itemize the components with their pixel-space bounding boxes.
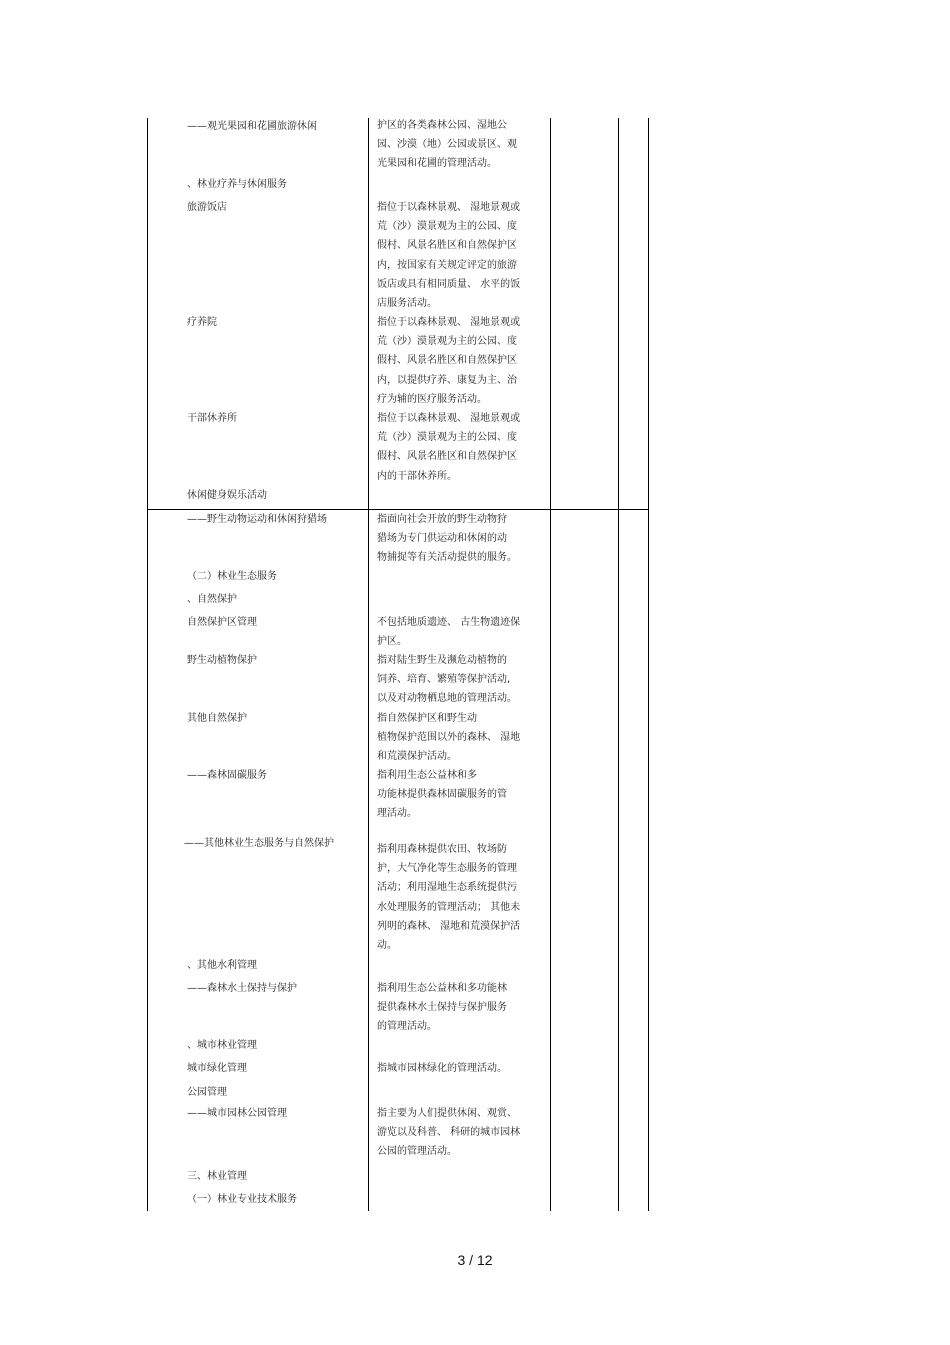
category-description xyxy=(377,979,549,1037)
category-name: 干部休养所 xyxy=(187,413,237,424)
description-line: 指位于以森林景观、 湿地景观或 xyxy=(377,413,521,424)
category-name: 、城市林业管理 xyxy=(187,1040,257,1051)
description-line: 的管理活动。 xyxy=(377,1021,437,1033)
category-name: ——观光果园和花圃旅游休闲 xyxy=(187,121,317,132)
description-line: 内，以提供疗养、康复为主、治 xyxy=(377,374,517,386)
category-description xyxy=(377,510,549,568)
category-description xyxy=(377,1104,549,1162)
description-line: 以及对动物栖息地的管理活动。 xyxy=(377,693,517,705)
description-line: 护区。 xyxy=(377,636,407,648)
category-description xyxy=(377,1059,549,1078)
description-line: 理活动。 xyxy=(377,808,417,820)
category-description xyxy=(377,313,549,409)
description-line: 不包括地质遗迹、 古生物遗迹保 xyxy=(377,617,521,628)
description-line: 园、沙漠（地）公园或景区、观 xyxy=(377,139,517,151)
description-line: 指城市园林绿化的管理活动。 xyxy=(377,1063,507,1074)
category-name: 野生动植物保护 xyxy=(187,655,257,666)
column-divider-description xyxy=(550,118,551,1211)
description-line: 护区的各类森林公园、湿地公 xyxy=(377,120,507,131)
description-line: 指利用生态公益林和多功能林 xyxy=(377,983,507,994)
category-description xyxy=(377,651,549,709)
description-line: 水处理服务的管理活动； 其他未 xyxy=(377,901,521,913)
category-description xyxy=(377,409,549,486)
category-name: 旅游饭店 xyxy=(187,202,227,213)
category-name: （一）林业专业技术服务 xyxy=(187,1194,297,1205)
description-line: 猎场为专门供运动和休闲的动 xyxy=(377,533,507,545)
column-divider-name xyxy=(368,118,369,1211)
category-name: ——城市园林公园管理 xyxy=(187,1108,287,1119)
description-line: 公园的管理活动。 xyxy=(377,1146,457,1158)
category-name: 疗养院 xyxy=(187,317,217,328)
category-name: ——野生动物运动和休闲狩猎场 xyxy=(187,514,327,525)
description-line: 荒（沙）漠景观为主的公园、度 xyxy=(377,336,517,348)
description-line: 内的干部休养所。 xyxy=(377,470,457,482)
category-name: ——森林水土保持与保护 xyxy=(187,983,297,994)
page-number: 3 / 12 xyxy=(457,1252,493,1268)
description-line: 光果园和花圃的管理活动。 xyxy=(377,158,497,170)
category-name: ——其他林业生态服务与自然保护 xyxy=(184,838,334,849)
description-line: 指位于以森林景观、 湿地景观或 xyxy=(377,317,521,328)
description-line: 功能林提供森林固碳服务的管 xyxy=(377,789,507,801)
description-line: 假村、风景名胜区和自然保护区 xyxy=(377,355,517,367)
description-line: 饲养、培育、繁殖等保护活动, xyxy=(377,674,511,686)
description-line: 店服务活动。 xyxy=(377,298,437,310)
category-description xyxy=(377,613,549,651)
description-line: 内，按国家有关规定评定的旅游 xyxy=(377,259,517,271)
description-line: 荒（沙）漠景观为主的公园、度 xyxy=(377,221,517,233)
description-line: 指利用生态公益林和多 xyxy=(377,770,477,781)
category-name: 休闲健身娱乐活动 xyxy=(187,490,267,501)
description-line: 指面向社会开放的野生动物狩 xyxy=(377,514,507,525)
description-line: 提供森林水土保持与保护服务 xyxy=(377,1002,507,1014)
description-line: 物捕捉等有关活动提供的服务。 xyxy=(377,552,517,564)
category-name: 、自然保护 xyxy=(187,594,237,605)
description-line: 动。 xyxy=(377,940,397,952)
description-line: 活动；利用湿地生态系统提供污 xyxy=(377,882,517,894)
description-line: 护，大气净化等生态服务的管理 xyxy=(377,863,517,875)
description-line: 指自然保护区和野生动 xyxy=(377,713,477,724)
category-name: 城市绿化管理 xyxy=(187,1063,247,1074)
category-description xyxy=(377,840,549,955)
category-name: 公园管理 xyxy=(187,1087,227,1098)
column-divider-extra xyxy=(618,118,619,1211)
description-line: 游览以及科普、 科研的城市园林 xyxy=(377,1127,521,1139)
category-description xyxy=(377,766,549,824)
description-line: 指利用森林提供农田、牧场防 xyxy=(377,844,507,855)
description-line: 指对陆生野生及濒危动植物的 xyxy=(377,655,507,666)
category-name: （二）林业生态服务 xyxy=(187,571,277,582)
category-name: ——森林固碳服务 xyxy=(187,770,267,781)
table-right-border xyxy=(648,118,649,1211)
description-line: 列明的森林、 湿地和荒漠保护活 xyxy=(377,920,521,932)
category-name: 其他自然保护 xyxy=(187,713,247,724)
category-description xyxy=(377,709,549,767)
category-name: 自然保护区管理 xyxy=(187,617,257,628)
category-name: 三、林业管理 xyxy=(187,1171,247,1182)
description-line: 荒（沙）漠景观为主的公园、度 xyxy=(377,432,517,444)
description-line: 植物保护范围以外的森林、 湿地 xyxy=(377,732,521,744)
description-line: 和荒漠保护活动。 xyxy=(377,751,457,763)
table-left-border xyxy=(147,118,148,1211)
category-name: 、林业疗养与休闲服务 xyxy=(187,179,287,190)
description-line: 假村、风景名胜区和自然保护区 xyxy=(377,240,517,252)
category-description xyxy=(377,198,549,313)
category-description xyxy=(377,116,549,174)
category-name: 、其他水利管理 xyxy=(187,960,257,971)
description-line: 疗为辅的医疗服务活动。 xyxy=(377,393,487,405)
description-line: 指位于以森林景观、 湿地景观或 xyxy=(377,202,521,213)
description-line: 指主要为人们提供休闲、观赏、 xyxy=(377,1108,517,1119)
description-line: 饭店或具有相同质量、 水平的饭 xyxy=(377,278,521,290)
description-line: 假村、风景名胜区和自然保护区 xyxy=(377,451,517,463)
